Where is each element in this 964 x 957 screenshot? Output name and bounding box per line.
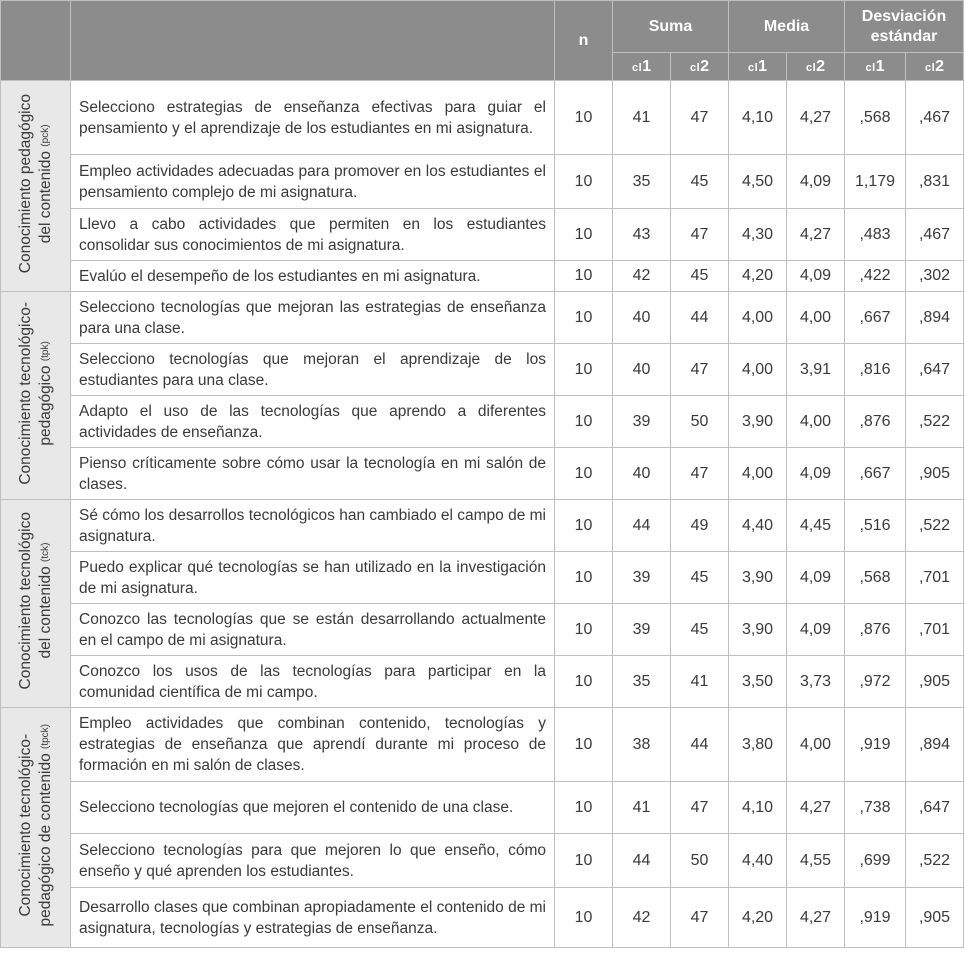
value-m1: 3,90: [729, 396, 787, 448]
value-m2: 4,09: [787, 604, 845, 656]
value-n: 10: [555, 834, 613, 888]
value-d2: ,522: [906, 500, 964, 552]
value-n: 10: [555, 209, 613, 261]
header-suma: Suma: [613, 1, 729, 53]
value-m1: 4,00: [729, 292, 787, 344]
value-n: 10: [555, 344, 613, 396]
header-item-blank: [71, 1, 555, 81]
header-media: Media: [729, 1, 845, 53]
value-m1: 4,50: [729, 155, 787, 209]
group-label-text: Conocimiento pedagógico del contenido: [16, 93, 54, 274]
value-n: 10: [555, 708, 613, 782]
value-d2: ,647: [906, 782, 964, 834]
value-d2: ,522: [906, 834, 964, 888]
group-label: [16, 94, 56, 273]
value-s1: 40: [613, 292, 671, 344]
header-group-blank: [1, 1, 71, 81]
value-s1: 41: [613, 782, 671, 834]
value-d1: ,422: [845, 261, 906, 292]
value-s1: 44: [613, 500, 671, 552]
value-m1: 4,40: [729, 834, 787, 888]
group-label: [16, 724, 56, 927]
value-d2: ,894: [906, 708, 964, 782]
item-text: Selecciono estrategias de enseñanza efectivas para guiar el pensamiento y el aprendizaje de los estudiantes en mi asignatura.: [71, 81, 555, 155]
value-d2: ,647: [906, 344, 964, 396]
value-m2: 4,09: [787, 261, 845, 292]
value-s1: 44: [613, 834, 671, 888]
group-label-text: Conocimiento tecnológico- pedagógico: [16, 301, 54, 485]
value-m1: 4,00: [729, 344, 787, 396]
value-d2: ,701: [906, 604, 964, 656]
header-desv-cl1: cl1: [845, 53, 906, 81]
value-d1: ,516: [845, 500, 906, 552]
value-n: 10: [555, 261, 613, 292]
value-s2: 50: [671, 396, 729, 448]
group-label-text: Conocimiento tecnológico del contenido: [16, 512, 54, 690]
group-label-abbr: (tck): [39, 543, 51, 563]
value-m2: 4,09: [787, 155, 845, 209]
value-s1: 42: [613, 888, 671, 948]
value-d1: ,699: [845, 834, 906, 888]
value-n: 10: [555, 155, 613, 209]
value-d1: ,876: [845, 396, 906, 448]
value-m1: 4,40: [729, 500, 787, 552]
value-d2: ,467: [906, 209, 964, 261]
value-d1: ,738: [845, 782, 906, 834]
item-text: Selecciono tecnologías que mejoran las estrategias de enseñanza para una clase.: [71, 292, 555, 344]
value-s1: 35: [613, 155, 671, 209]
table-row: [1, 834, 964, 888]
value-m2: 4,00: [787, 708, 845, 782]
value-m1: 3,90: [729, 552, 787, 604]
value-m1: 4,10: [729, 81, 787, 155]
value-d1: ,876: [845, 604, 906, 656]
header-suma-cl1: cl1: [613, 53, 671, 81]
value-s1: 41: [613, 81, 671, 155]
value-d1: ,667: [845, 292, 906, 344]
value-m1: 3,90: [729, 604, 787, 656]
value-m2: 4,27: [787, 209, 845, 261]
value-d2: ,831: [906, 155, 964, 209]
value-m1: 4,20: [729, 261, 787, 292]
value-n: 10: [555, 656, 613, 708]
value-m1: 3,80: [729, 708, 787, 782]
value-d2: ,467: [906, 81, 964, 155]
item-text: Conozco las tecnologías que se están desarrollando actualmente en el campo de mi asignatura.: [71, 604, 555, 656]
group-label-abbr: (tpk): [39, 340, 51, 361]
value-m2: 4,45: [787, 500, 845, 552]
value-d2: ,302: [906, 261, 964, 292]
value-m1: 4,00: [729, 448, 787, 500]
value-d1: ,919: [845, 708, 906, 782]
value-d2: ,905: [906, 888, 964, 948]
value-m2: 4,27: [787, 782, 845, 834]
table-row: [1, 656, 964, 708]
value-m2: 4,55: [787, 834, 845, 888]
value-s2: 49: [671, 500, 729, 552]
item-text: Llevo a cabo actividades que permiten en los estudiantes consolidar sus conocimientos de mi asignatura.: [71, 209, 555, 261]
value-n: 10: [555, 292, 613, 344]
item-text: Conozco los usos de las tecnologías para participar en la comunidad científica de mi campo.: [71, 656, 555, 708]
item-text: Selecciono tecnologías para que mejoren lo que enseño, cómo enseño y qué aprenden los estudiantes.: [71, 834, 555, 888]
group-label-abbr: (tpck): [39, 723, 51, 749]
value-n: 10: [555, 500, 613, 552]
value-s2: 47: [671, 344, 729, 396]
item-text: Sé cómo los desarrollos tecnológicos han cambiado el campo de mi asignatura.: [71, 500, 555, 552]
table-row: [1, 448, 964, 500]
table-row: [1, 261, 964, 292]
header-desv-cl2: cl2: [906, 53, 964, 81]
value-m2: 4,27: [787, 81, 845, 155]
group-label-cell: [1, 500, 71, 708]
value-s2: 50: [671, 834, 729, 888]
value-s1: 43: [613, 209, 671, 261]
value-n: 10: [555, 888, 613, 948]
value-n: 10: [555, 396, 613, 448]
table-row: [1, 344, 964, 396]
value-s2: 47: [671, 448, 729, 500]
value-s1: 40: [613, 448, 671, 500]
value-s2: 47: [671, 888, 729, 948]
value-s2: 47: [671, 782, 729, 834]
item-text: Selecciono tecnologías que mejoren el contenido de una clase.: [71, 782, 555, 834]
value-s2: 47: [671, 81, 729, 155]
value-m1: 4,10: [729, 782, 787, 834]
value-m1: 4,20: [729, 888, 787, 948]
value-m1: 4,30: [729, 209, 787, 261]
item-text: Desarrollo clases que combinan apropiadamente el contenido de mi asignatura, tecnologías y estrategias de enseñanza.: [71, 888, 555, 948]
item-text: Selecciono tecnologías que mejoran el aprendizaje de los estudiantes para una clase.: [71, 344, 555, 396]
value-d1: ,568: [845, 81, 906, 155]
value-n: 10: [555, 604, 613, 656]
value-m2: 3,91: [787, 344, 845, 396]
value-m1: 3,50: [729, 656, 787, 708]
value-d1: ,568: [845, 552, 906, 604]
group-label: [16, 302, 56, 485]
item-text: Empleo actividades que combinan contenido, tecnologías y estrategias de enseñanza que aprendí durante mi proceso de formación en mi salón de clases.: [71, 708, 555, 782]
value-d2: ,701: [906, 552, 964, 604]
value-n: 10: [555, 552, 613, 604]
group-label-cell: [1, 292, 71, 500]
group-label: [16, 512, 56, 690]
value-s2: 44: [671, 292, 729, 344]
value-s1: 42: [613, 261, 671, 292]
group-label-text: Conocimiento tecnológico- pedagógico de contenido: [16, 733, 54, 927]
item-text: Puedo explicar qué tecnologías se han utilizado en la investigación de mi asignatura.: [71, 552, 555, 604]
value-m2: 4,27: [787, 888, 845, 948]
table-row: [1, 888, 964, 948]
table-row: [1, 708, 964, 782]
value-n: 10: [555, 448, 613, 500]
table-row: [1, 604, 964, 656]
table-row: [1, 396, 964, 448]
value-m2: 4,00: [787, 396, 845, 448]
value-d2: ,905: [906, 656, 964, 708]
value-d2: ,522: [906, 396, 964, 448]
value-s2: 45: [671, 261, 729, 292]
item-text: Pienso críticamente sobre cómo usar la tecnología en mi salón de clases.: [71, 448, 555, 500]
value-d2: ,894: [906, 292, 964, 344]
item-text: Adapto el uso de las tecnologías que aprendo a diferentes actividades de enseñanza.: [71, 396, 555, 448]
value-s2: 41: [671, 656, 729, 708]
table-row: [1, 782, 964, 834]
value-s1: 39: [613, 396, 671, 448]
header-media-cl1: cl1: [729, 53, 787, 81]
value-d1: ,483: [845, 209, 906, 261]
table-row: [1, 500, 964, 552]
value-d1: ,919: [845, 888, 906, 948]
header-n: n: [555, 1, 613, 81]
table-row: [1, 209, 964, 261]
value-m2: 4,00: [787, 292, 845, 344]
table-row: [1, 552, 964, 604]
value-s1: 40: [613, 344, 671, 396]
value-n: 10: [555, 782, 613, 834]
value-m2: 4,09: [787, 552, 845, 604]
value-m2: 4,09: [787, 448, 845, 500]
value-s2: 45: [671, 552, 729, 604]
value-s2: 45: [671, 155, 729, 209]
header-desviacion: Desviación estándar: [845, 1, 964, 53]
header-suma-cl2: cl2: [671, 53, 729, 81]
table-row: [1, 155, 964, 209]
value-s1: 39: [613, 604, 671, 656]
value-n: 10: [555, 81, 613, 155]
value-s1: 38: [613, 708, 671, 782]
value-d1: ,972: [845, 656, 906, 708]
group-label-cell: [1, 81, 71, 292]
item-text: Empleo actividades adecuadas para promover en los estudiantes el pensamiento complejo de mi asignatura.: [71, 155, 555, 209]
item-text: Evalúo el desempeño de los estudiantes en mi asignatura.: [71, 261, 555, 292]
header-media-cl2: cl2: [787, 53, 845, 81]
table-row: [1, 292, 964, 344]
value-s2: 47: [671, 209, 729, 261]
value-s1: 39: [613, 552, 671, 604]
value-d1: 1,179: [845, 155, 906, 209]
value-d1: ,667: [845, 448, 906, 500]
value-d1: ,816: [845, 344, 906, 396]
value-m2: 3,73: [787, 656, 845, 708]
value-s1: 35: [613, 656, 671, 708]
table-row: [1, 81, 964, 155]
group-label-cell: [1, 708, 71, 948]
value-s2: 45: [671, 604, 729, 656]
value-s2: 44: [671, 708, 729, 782]
value-d2: ,905: [906, 448, 964, 500]
group-label-abbr: (pck): [39, 124, 51, 147]
